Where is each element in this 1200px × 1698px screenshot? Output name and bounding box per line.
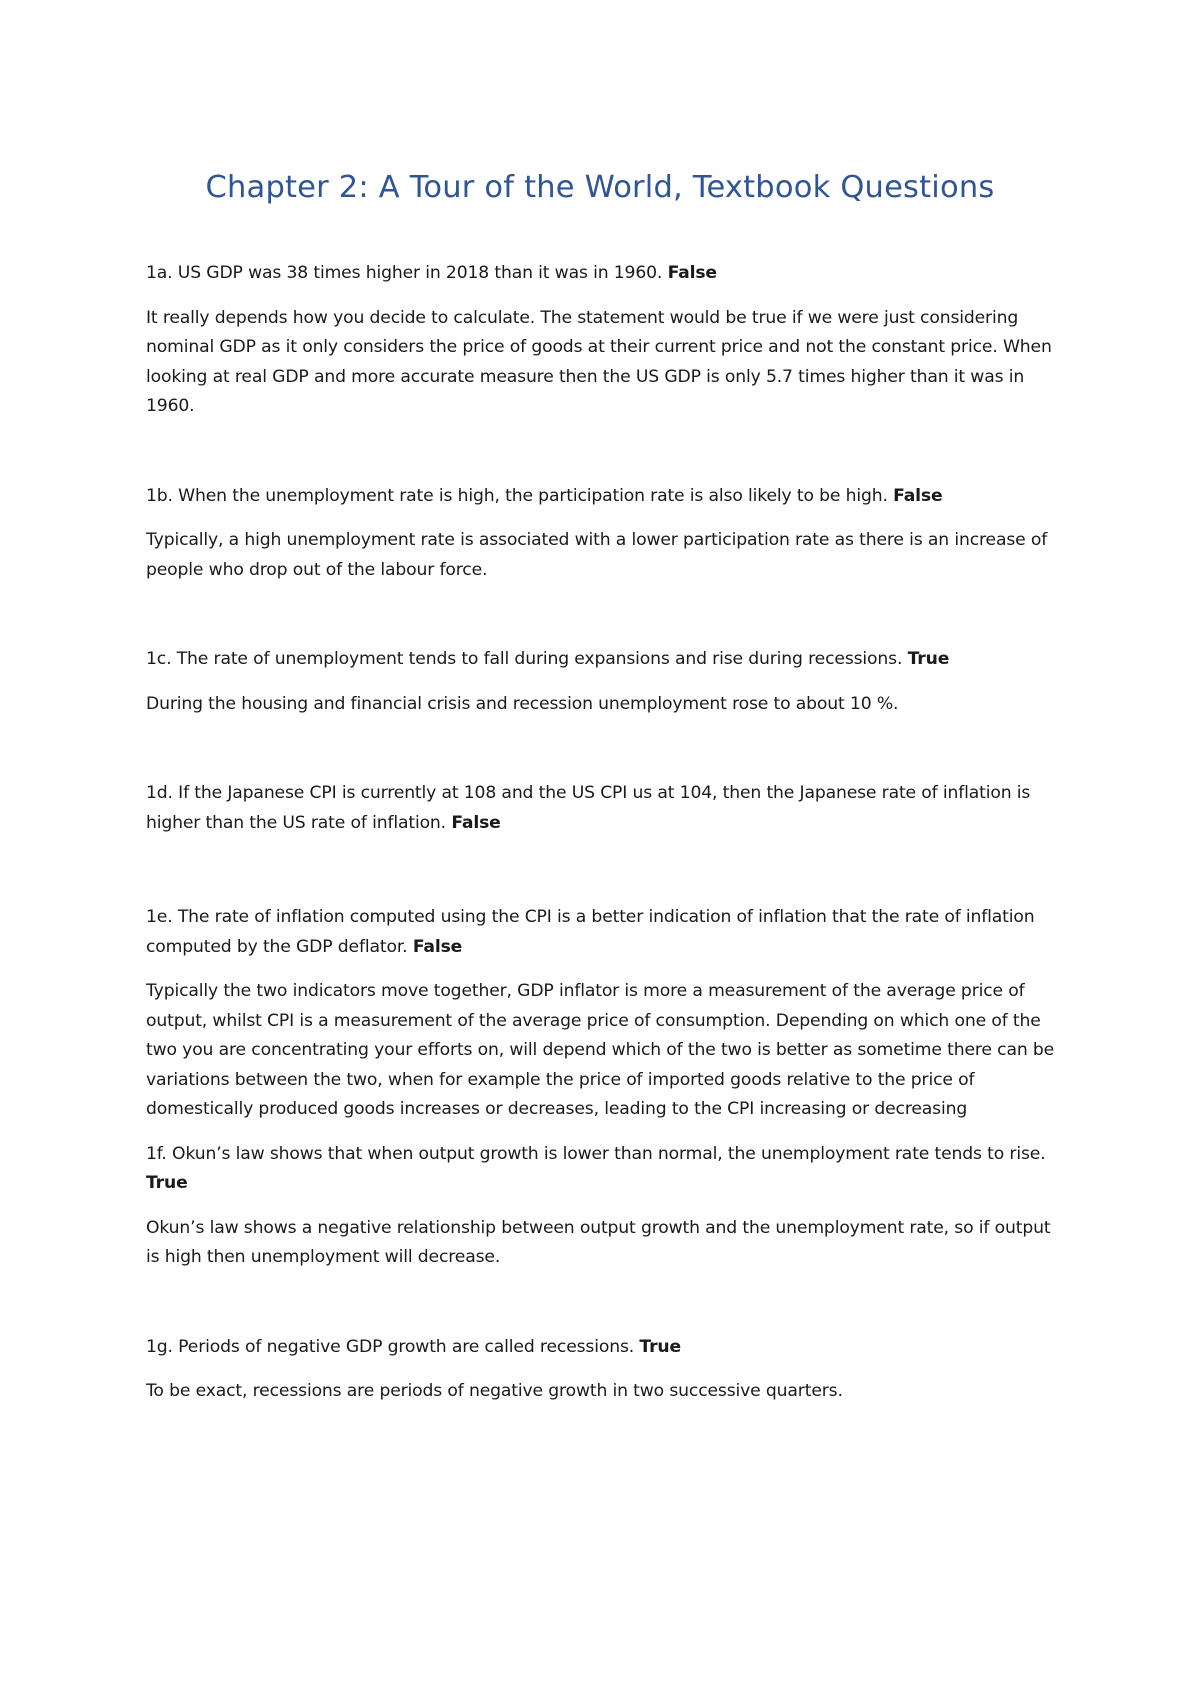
answer-verdict: True [907,649,950,669]
answer-verdict: False [893,485,943,506]
document-body [146,259,1066,1422]
question-text: 1f. Okun’s law shows that when output growth is lower than normal, the unemployment rate tends to rise. [146,1143,1046,1164]
answer-1e: Typically the two indicators move together, GDP inflator is more a measurement of the average price of output, whilst CPI is a measurement of the average price of consumption. Depending on which one of the two you are concentrating your efforts on, will depend which of the two is better as sometime there can be variations between the two, when for example the price of imported goods relative to the price of domestically produced goods increases or decreases, leading to the CPI increasing or decreasing [146,981,1055,1119]
answer-1b: Typically, a high unemployment rate is associated with a lower participation rate as there is an increase of people who drop out of the labour force. [146,530,1048,580]
question-text: 1g. Periods of negative GDP growth are called recessions. [146,1336,635,1357]
answer-1f: Okun’s law shows a negative relationship between output growth and the unemployment rate, so if output is high then unemployment will decrease. [146,1217,1051,1267]
question-text: 1a. US GDP was 38 times higher in 2018 than it was in 1960. [146,263,663,283]
question-text: 1c. The rate of unemployment tends to fall during expansions and rise during recessions. [146,649,903,669]
question-1c [146,645,1066,675]
answer-1a: It really depends how you decide to calculate. The statement would be true if we were just considering nominal GDP as it only considers the price of goods at their current price and not the constant price. When looking at real GDP and more accurate measure then the US GDP is only 5.7 times higher than it was in 1960. [146,307,1052,416]
question-1d [146,779,1066,838]
question-text: 1d. If the Japanese CPI is currently at 108 and the US CPI us at 104, then the Japanese rate of inflation is higher than the US rate of inflation. [146,783,1031,833]
answer-verdict: False [412,936,463,957]
answer-1c: During the housing and financial crisis and recession unemployment rose to about 10 %. [146,693,899,714]
question-1a [146,259,1066,289]
answer-verdict: True [639,1336,682,1357]
answer-verdict: False [451,812,501,833]
question-text: 1b. When the unemployment rate is high, the participation rate is also likely to be high. [146,485,888,506]
page-title: Chapter 2: A Tour of the World, Textbook Questions [205,170,995,205]
question-1b [146,482,1066,512]
question-1f [146,1140,1066,1199]
answer-verdict: False [667,263,717,283]
question-text: 1e. The rate of inflation computed using the CPI is a better indication of inflation that the rate of inflation computed by the GDP deflator. [146,907,1035,957]
question-1g [146,1333,1066,1363]
question-1e [146,903,1066,962]
answer-1g: To be exact, recessions are periods of negative growth in two successive quarters. [146,1381,843,1401]
answer-verdict: True [146,1173,188,1193]
